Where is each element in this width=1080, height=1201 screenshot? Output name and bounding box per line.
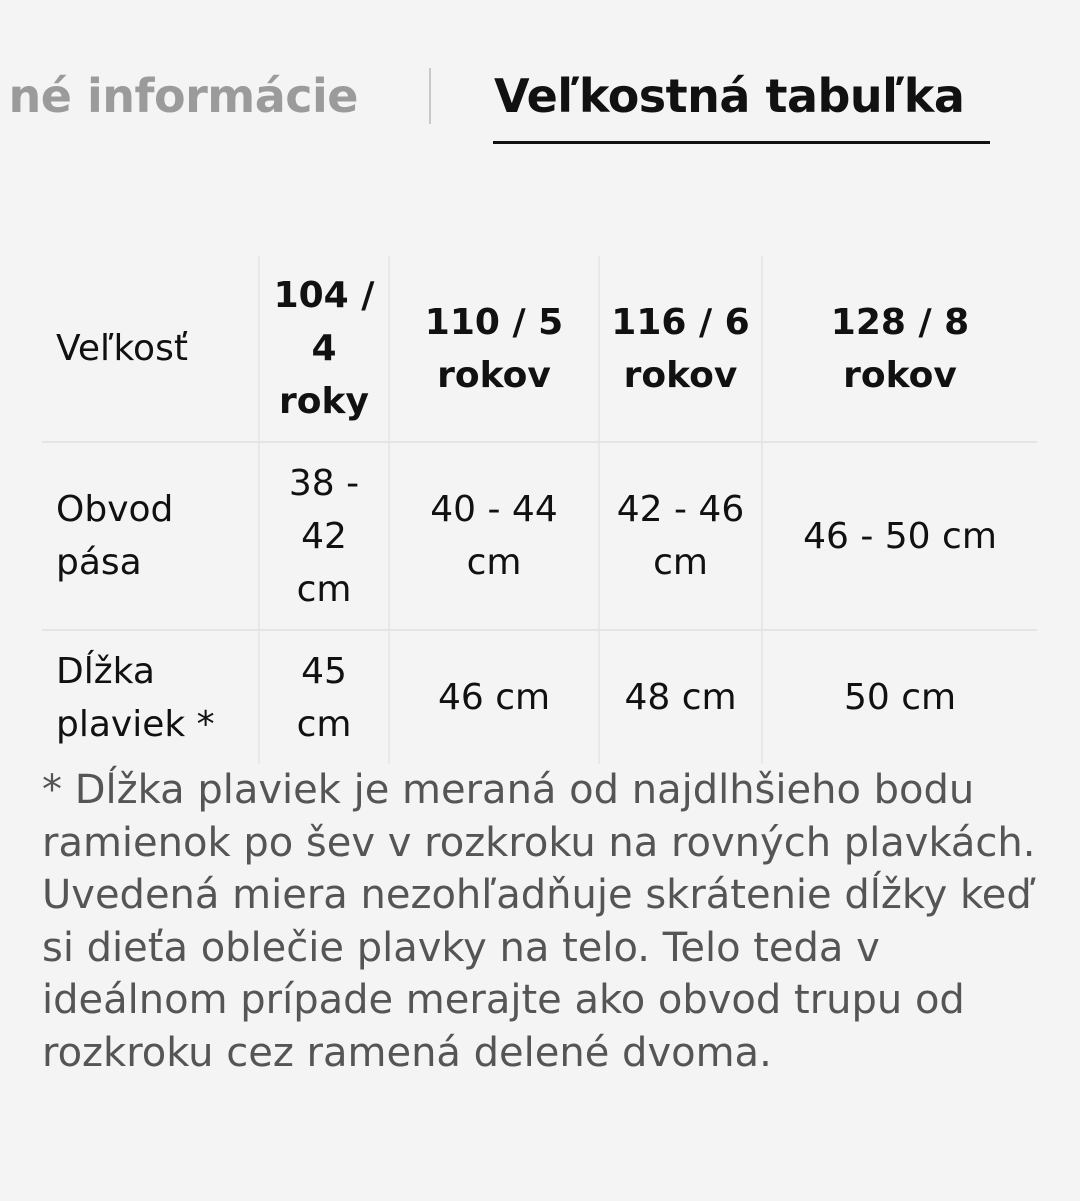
size-footnote: * Dĺžka plaviek je meraná od najdlhšieho bodu ramienok po šev v rozkroku na rovných plavkách. Uvedená miera nezohľadňuje skrátenie dĺžky keď si dieťa oblečie plavky na telo. Telo teda v ideálnom prípade merajte ako obvod trupu od rozkroku cez ramená delené dvoma.	[42, 767, 1036, 1076]
size-header-cell: 128 / 8 rokov	[762, 256, 1037, 442]
tab-divider	[429, 68, 431, 124]
table-cell: 42 - 46 cm	[599, 442, 762, 630]
size-header-label: Veľkosť	[42, 256, 259, 442]
table-cell: 38 - 42 cm	[259, 442, 389, 630]
size-header-cell: 110 / 5 rokov	[389, 256, 599, 442]
tab-size-chart[interactable]: Veľkostná tabuľka	[494, 69, 965, 123]
size-table	[42, 256, 1037, 764]
table-header-row	[42, 256, 1037, 442]
active-tab-underline	[493, 141, 990, 144]
row-label-waist: Obvod pása	[42, 442, 259, 630]
table-row	[42, 442, 1037, 630]
tab-product-information[interactable]: né informácie	[8, 69, 358, 123]
table-row	[42, 630, 1037, 764]
table-cell: 46 cm	[389, 630, 599, 764]
table-cell: 40 - 44 cm	[389, 442, 599, 630]
size-header-cell: 116 / 6 rokov	[599, 256, 762, 442]
table-cell: 45 cm	[259, 630, 389, 764]
tab-bar	[0, 0, 1080, 150]
table-cell: 48 cm	[599, 630, 762, 764]
table-cell: 46 - 50 cm	[762, 442, 1037, 630]
table-cell: 50 cm	[762, 630, 1037, 764]
size-header-cell: 104 / 4 roky	[259, 256, 389, 442]
row-label-length: Dĺžka plaviek *	[56, 650, 215, 745]
